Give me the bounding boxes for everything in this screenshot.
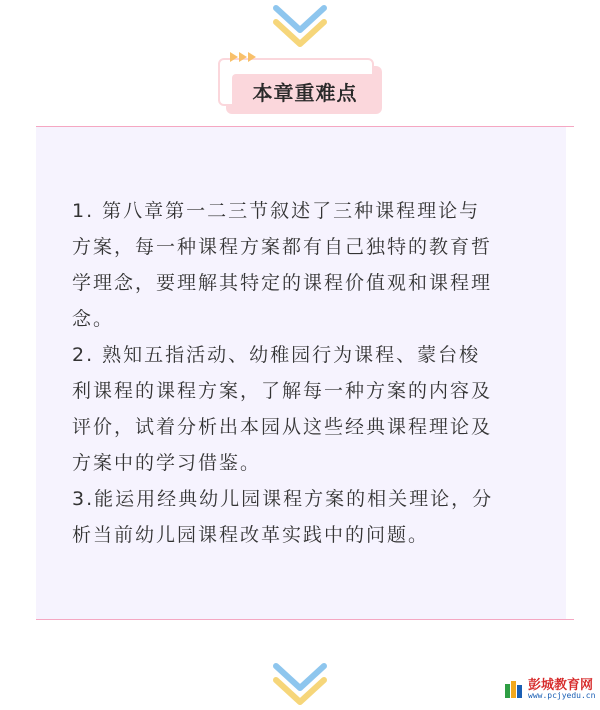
section-title-badge: [218, 58, 384, 120]
text-line: 析当前幼儿园课程改革实践中的问题。: [72, 524, 430, 546]
content-text: [72, 193, 552, 553]
page-title: 本章重难点: [232, 74, 378, 108]
watermark-name: 彭城教育网: [528, 678, 594, 693]
watermark-logo: [504, 672, 596, 706]
text-line: 方案，每一种课程方案都有自己独特的教育哲: [72, 236, 493, 258]
text-line: 念。: [72, 308, 115, 330]
content-panel: [36, 126, 574, 620]
text-line: 方案中的学习借鉴。: [72, 452, 262, 474]
text-line: 3.能运用经典幼儿园课程方案的相关理论，分: [72, 488, 494, 510]
text-line: 2. 熟知五指活动、幼稚园行为课程、蒙台梭: [72, 344, 481, 366]
chevron-down-icon: [270, 660, 330, 708]
text-line: 学理念，要理解其特定的课程价值观和课程理: [72, 272, 493, 294]
text-line: 1. 第八章第一二三节叙述了三种课程理论与: [72, 200, 481, 222]
text-line: 评价，试着分析出本园从这些经典课程理论及: [72, 416, 493, 438]
text-line: 利课程的课程方案，了解每一种方案的内容及: [72, 380, 493, 402]
arrow-decoration-icon: [230, 52, 256, 62]
books-icon: [504, 678, 526, 700]
watermark-url: www.pcjyedu.cn: [528, 691, 596, 700]
chevron-down-icon: [270, 2, 330, 50]
